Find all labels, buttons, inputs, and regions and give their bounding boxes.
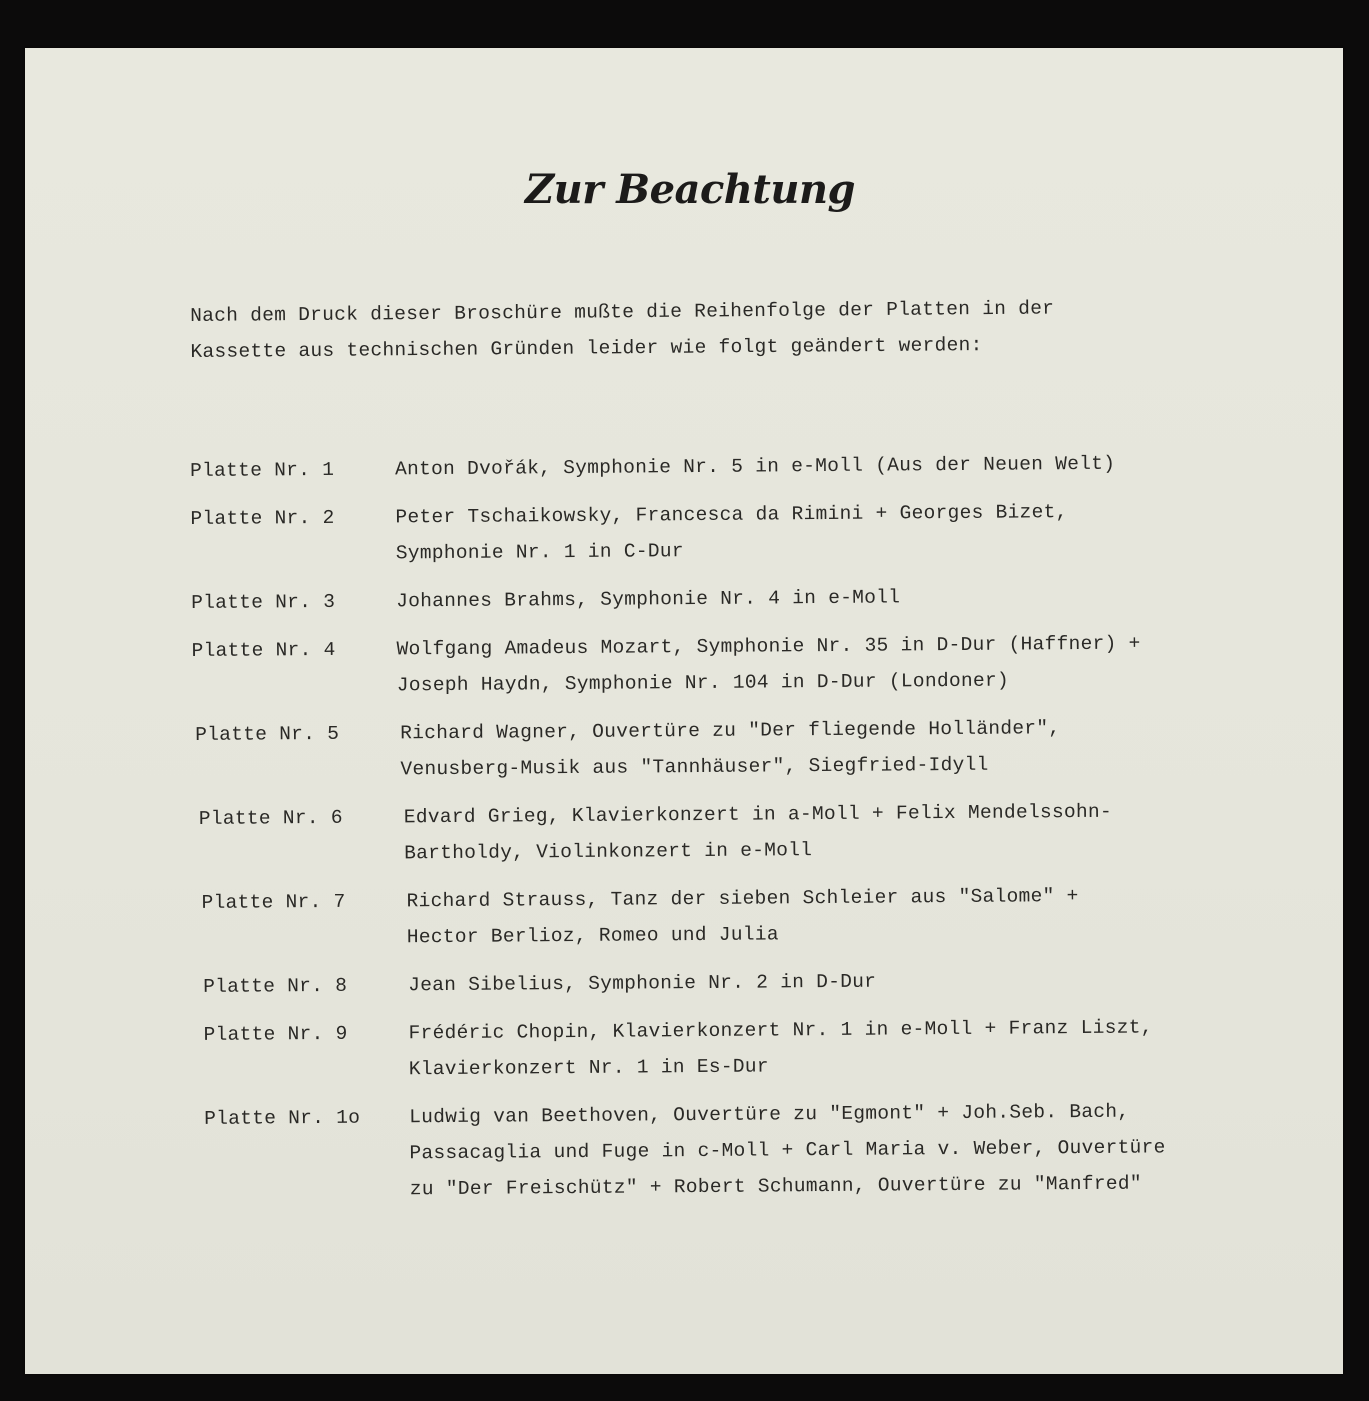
record-description bbox=[406, 876, 1284, 955]
record-entry bbox=[192, 708, 1283, 789]
record-entry bbox=[194, 960, 1284, 1005]
record-entry bbox=[193, 792, 1284, 873]
description-line: Venusberg-Musik aus "Tannhäuser", Siegfried-Idyll bbox=[400, 753, 989, 781]
description-line: Peter Tschaikowsky, Francesca da Rimini + Georges Bizet, bbox=[395, 501, 1068, 529]
record-label: Platte Nr. 3 bbox=[191, 590, 336, 614]
record-label: Platte Nr. 2 bbox=[190, 506, 335, 530]
record-label: Platte Nr. 5 bbox=[195, 722, 340, 746]
record-label: Platte Nr. 7 bbox=[201, 890, 346, 914]
record-entry bbox=[194, 1008, 1285, 1089]
description-line: Ludwig van Beethoven, Ouvertüre zu "Egmont" + Joh.Seb. Bach, bbox=[409, 1100, 1130, 1129]
intro-line: Nach dem Druck dieser Broschüre mußte die Reihenfolge der Platten in der bbox=[190, 297, 1055, 327]
intro-line: Kassette aus technischen Gründen leider wie folgt geändert werden: bbox=[190, 334, 983, 363]
description-line: zu "Der Freischütz" + Robert Schumann, Ouvertüre zu "Manfred" bbox=[409, 1172, 1142, 1201]
record-description bbox=[396, 624, 1282, 703]
record-description bbox=[404, 792, 1284, 871]
description-line: Symphonie Nr. 1 in C-Dur bbox=[395, 540, 684, 565]
record-label: Platte Nr. 9 bbox=[203, 1022, 348, 1046]
record-label: Platte Nr. 8 bbox=[203, 974, 348, 998]
record-entry bbox=[190, 492, 1281, 573]
description-line: Anton Dvořák, Symphonie Nr. 5 in e-Moll (Aus der Neuen Welt) bbox=[395, 452, 1116, 481]
description-line: Frédéric Chopin, Klavierkonzert Nr. 1 in e-Moll + Franz Liszt, bbox=[408, 1016, 1153, 1045]
record-label: Platte Nr. 1 bbox=[190, 458, 335, 482]
description-line: Johannes Brahms, Symphonie Nr. 4 in e-Moll bbox=[396, 586, 901, 613]
record-label: Platte Nr. 4 bbox=[191, 638, 336, 662]
record-label: Platte Nr. 6 bbox=[198, 806, 343, 830]
description-line: Passacaglia und Fuge in c-Moll + Carl Maria v. Weber, Ouvertüre bbox=[409, 1136, 1166, 1165]
record-entry bbox=[191, 576, 1281, 621]
record-description bbox=[396, 576, 1281, 619]
page-title: Zur Beachtung bbox=[524, 166, 855, 213]
record-label: Platte Nr. 1o bbox=[204, 1106, 361, 1130]
description-line: Richard Wagner, Ouvertüre zu "Der fliegende Holländer", bbox=[400, 717, 1061, 745]
description-line: Wolfgang Amadeus Mozart, Symphonie Nr. 35 in D-Dur (Haffner) + bbox=[396, 632, 1141, 661]
record-entry bbox=[190, 444, 1280, 489]
record-description bbox=[408, 960, 1284, 1003]
record-description bbox=[408, 1008, 1285, 1087]
record-description bbox=[395, 444, 1280, 487]
description-line: Joseph Haydn, Symphonie Nr. 104 in D-Dur (Londoner) bbox=[396, 669, 1010, 697]
record-entry bbox=[195, 1092, 1286, 1209]
record-entry bbox=[191, 624, 1282, 705]
description-line: Klavierkonzert Nr. 1 in Es-Dur bbox=[408, 1055, 769, 1081]
intro-paragraph bbox=[190, 289, 1191, 370]
record-description bbox=[395, 492, 1281, 571]
paper-sheet bbox=[25, 48, 1343, 1374]
description-line: Hector Berlioz, Romeo und Julia bbox=[406, 923, 779, 949]
record-list bbox=[190, 444, 1286, 1209]
description-line: Bartholdy, Violinkonzert in e-Moll bbox=[404, 839, 813, 865]
description-line: Jean Sibelius, Symphonie Nr. 2 in D-Dur bbox=[408, 970, 877, 997]
description-line: Richard Strauss, Tanz der sieben Schleier aus "Salome" + bbox=[406, 885, 1079, 913]
record-description bbox=[409, 1092, 1286, 1207]
description-line: Edvard Grieg, Klavierkonzert in a-Moll + Felix Mendelssohn- bbox=[403, 800, 1113, 829]
record-description bbox=[400, 708, 1283, 787]
record-entry bbox=[193, 876, 1284, 957]
